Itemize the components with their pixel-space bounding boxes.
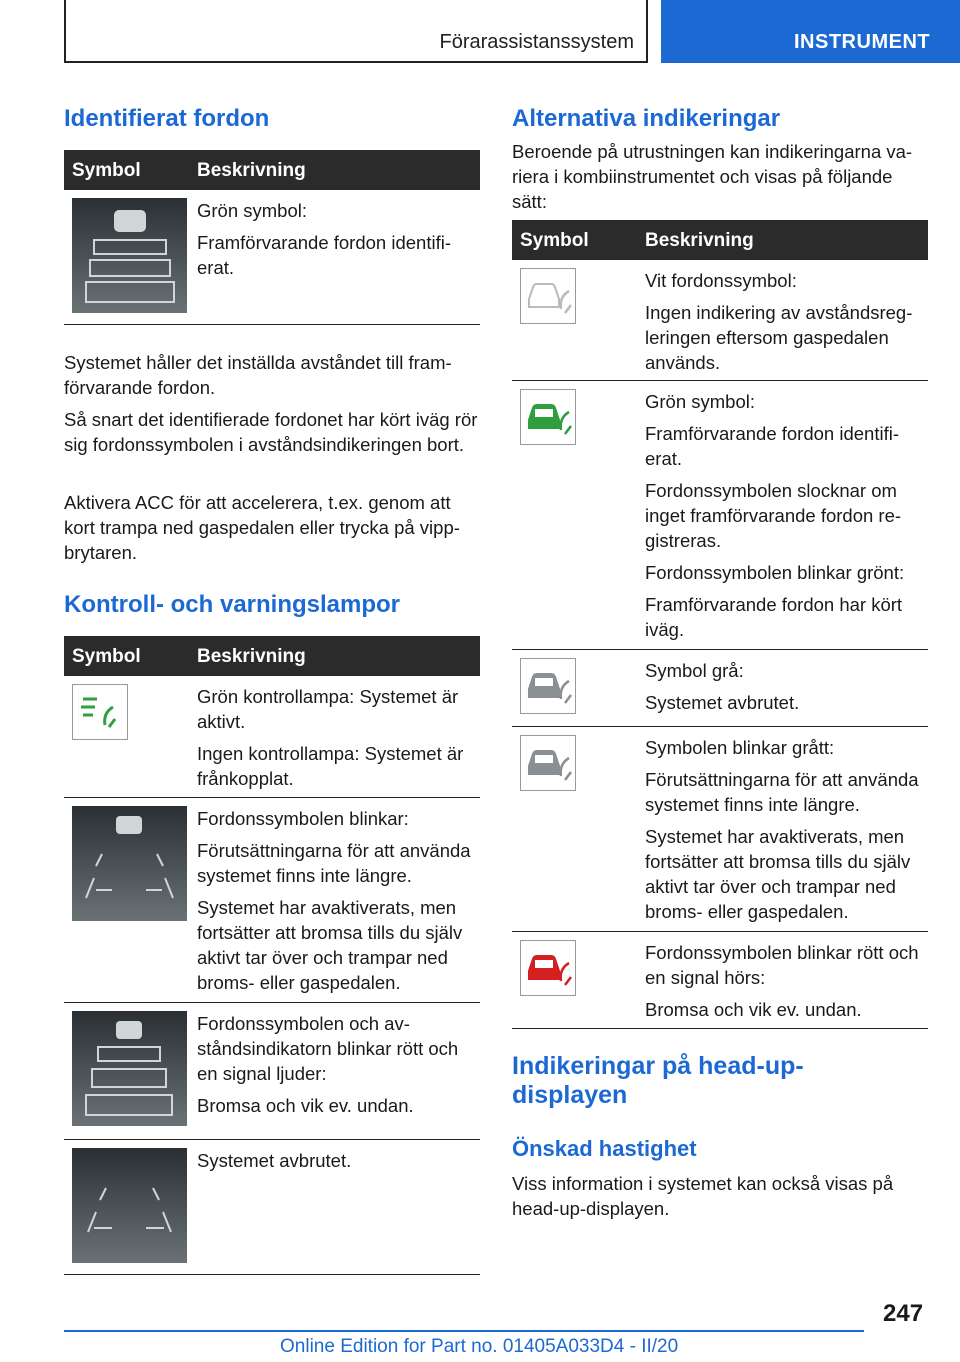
paragraph: Systemet håller det inställda avståndet till framförvarande fordon.	[64, 352, 452, 398]
paragraph: Aktivera ACC för att accelerera, t.ex. genom att kort trampa ned gaspedalen eller trycka på vippbrytaren.	[64, 492, 460, 563]
desc-line: Fordonssymbolen och avståndsindikatorn blinkar rött och en signal ljuder:	[197, 1013, 459, 1084]
footer-rule	[64, 1330, 864, 1332]
table-row	[512, 260, 928, 381]
desc-line: Fordonssymbolen slocknar om inget framförvarande fordon registreras.	[645, 480, 902, 551]
desc-line: Bromsa och vik ev. undan.	[645, 999, 862, 1020]
header-section-box	[64, 0, 648, 63]
header-tab[interactable]	[661, 0, 960, 63]
col-symbol-header: Symbol	[72, 160, 141, 181]
header-section-title: Förarassistanssystem	[439, 31, 634, 53]
white-vehicle-icon	[520, 268, 576, 324]
heading-head-up-display: Indikeringar på head-up-displayen	[512, 1052, 804, 1109]
green-acc-icon	[72, 684, 128, 740]
heading-indicator-lamps: Kontroll- och varningslampor	[64, 591, 401, 618]
desc-line: Vit fordonssymbol:	[645, 270, 797, 291]
row-description	[197, 684, 476, 798]
red-vehicle-icon	[520, 940, 576, 996]
hud-paragraph: Viss information i systemet kan också visas på head-up-displayen.	[512, 1173, 894, 1219]
table-header	[512, 220, 928, 260]
distance-display-image	[72, 1011, 187, 1126]
table-row	[512, 381, 928, 650]
row-description	[197, 1011, 476, 1125]
desc-line: Fordonssymbolen blinkar rött och en signal hörs:	[645, 942, 919, 988]
row-description	[197, 1148, 476, 1180]
table-header	[64, 636, 480, 676]
desc-line: Ingen kontrollampa: Systemet är frånkopplat.	[197, 743, 464, 789]
desc-line: Fordonssymbolen blinkar:	[197, 808, 409, 829]
table-identified-vehicle	[64, 150, 480, 325]
desc-line: Förutsättningarna för att använda systemet finns inte längre.	[197, 840, 471, 886]
col-description-header: Beskrivning	[197, 160, 306, 181]
heading-alternative-indications: Alternativa indikeringar	[512, 105, 781, 132]
table-row	[512, 932, 928, 1029]
desc-line: Systemet har avaktiverats, men fortsätter att bromsa tills du själv aktivt tar över och trampar ned broms- eller gaspedalen.	[645, 826, 911, 922]
desc-line: Symbolen blinkar grått:	[645, 737, 835, 758]
col-description-header: Beskrivning	[197, 646, 306, 667]
paragraph: Så snart det identifierade fordonet har kört iväg rör sig fordonssymbolen i avståndsindikeringen bort.	[64, 409, 478, 455]
table-row	[64, 1003, 480, 1140]
heading-desired-speed: Önskad hastighet	[512, 1136, 697, 1161]
row-description	[645, 658, 924, 722]
distance-display-image	[72, 198, 187, 313]
intro-paragraph: Beroende på utrustningen kan indikeringarna variera i kombiinstrumentet och visas på följande sätt:	[512, 141, 913, 212]
table-row	[64, 676, 480, 798]
table-row	[512, 727, 928, 932]
table-row	[64, 1140, 480, 1275]
grey-vehicle-icon	[520, 735, 576, 791]
grey-vehicle-icon	[520, 658, 576, 714]
desc-line: Symbol grå:	[645, 660, 744, 681]
desc-line: Grön symbol:	[645, 391, 756, 412]
desc-line: Framförvarande fordon identifierat.	[645, 423, 899, 469]
desc-line: Förutsättningarna för att använda systemet finns inte längre.	[645, 769, 919, 815]
desc-line: Grön symbol:	[197, 200, 308, 221]
table-indicator-lamps	[64, 636, 480, 1275]
footer-edition: Online Edition for Part no. 01405A033D4 - II/20	[280, 1336, 679, 1357]
distance-display-image	[72, 1148, 187, 1263]
table-row	[64, 190, 480, 325]
desc-line: Systemet avbrutet.	[197, 1150, 352, 1171]
row-description	[645, 389, 924, 649]
desc-line: Framförvarande fordon identifierat.	[197, 232, 451, 278]
desc-line: Systemet avbrutet.	[645, 692, 800, 713]
table-row	[64, 798, 480, 1003]
row-description	[645, 268, 924, 382]
table-row	[512, 650, 928, 727]
page-number: 247	[883, 1300, 924, 1327]
heading-identified-vehicle: Identifierat fordon	[64, 105, 270, 132]
header-tab-label: INSTRUMENT	[794, 31, 931, 53]
distance-display-image	[72, 806, 187, 921]
green-vehicle-icon	[520, 389, 576, 445]
col-symbol-header: Symbol	[520, 230, 589, 251]
table-header	[64, 150, 480, 190]
row-description	[645, 940, 924, 1029]
table-alternative-indications	[512, 220, 928, 1029]
row-description	[645, 735, 924, 931]
col-description-header: Beskrivning	[645, 230, 754, 251]
row-description	[197, 806, 476, 1002]
desc-line: Bromsa och vik ev. undan.	[197, 1095, 414, 1116]
desc-line: Ingen indikering av avståndsregleringen eftersom gaspedalen används.	[645, 302, 913, 373]
desc-line: Framförvarande fordon har kört iväg.	[645, 594, 903, 640]
desc-line: Grön kontrollampa: Systemet är aktivt.	[197, 686, 459, 732]
desc-line: Systemet har avaktiverats, men fortsätter att bromsa tills du själv aktivt tar över och trampar ned broms- eller gaspedalen.	[197, 897, 463, 993]
desc-line: Fordonssymbolen blinkar grönt:	[645, 562, 905, 583]
row-description	[197, 198, 476, 287]
col-symbol-header: Symbol	[72, 646, 141, 667]
